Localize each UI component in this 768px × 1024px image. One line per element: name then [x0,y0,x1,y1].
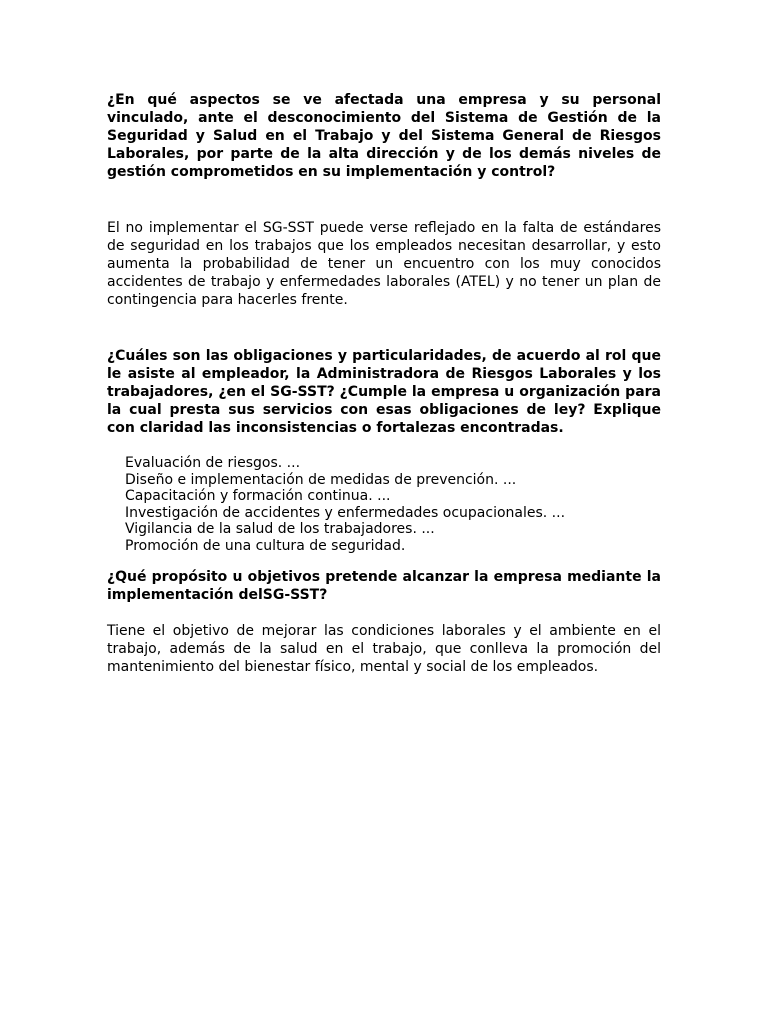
list-item: Capacitación y formación continua. ... [125,488,391,504]
list-item: Investigación de accidentes y enfermedades ocupacionales. ... [125,504,566,521]
question-1: ¿En qué aspectos se ve afectada una empresa y su personal vinculado, ante el desconocimiento del Sistema de Gestión de la Seguridad y Salud en el Trabajo y del Sistema General de Riesgos Laborales, por parte de la alta dirección y de los demás niveles de gestión comprometidos en su implementación y control? [107,92,661,180]
question-2: ¿Cuáles son las obligaciones y particularidades, de acuerdo al rol que le asiste al empleador, la Administradora de Riesgos Laborales y los trabajadores, ¿en el SG-SST? ¿Cumple la empresa u organización para la cual presta sus servicios con esas obligaciones de ley? Explique con claridad las inconsistencias o fortalezas encontradas. [107,348,661,436]
list-item: Vigilancia de la salud de los trabajadores. ... [125,521,435,537]
list-item: Promoción de una cultura de seguridad. [125,537,406,554]
answer-3: Tiene el objetivo de mejorar las condiciones laborales y el ambiente en el trabajo, además de la salud en el trabajo, que conlleva la promoción del mantenimiento del bienestar físico, mental y social de los empleados. [107,623,661,675]
obligations-list [125,455,661,554]
question-3: ¿Qué propósito u objetivos pretende alcanzar la empresa mediante la implementación delSG-SST? [107,569,661,603]
list-item: Evaluación de riesgos. ... [125,455,301,471]
list-item: Diseño e implementación de medidas de prevención. ... [125,471,517,488]
answer-1: El no implementar el SG-SST puede verse reflejado en la falta de estándares de seguridad en los trabajos que los empleados necesitan desarrollar, y esto aumenta la probabilidad de tener un encuentro con los muy conocidos accidentes de trabajo y enfermedades laborales (ATEL) y no tener un plan de contingencia para hacerles frente. [107,220,661,308]
document-page [107,88,661,676]
